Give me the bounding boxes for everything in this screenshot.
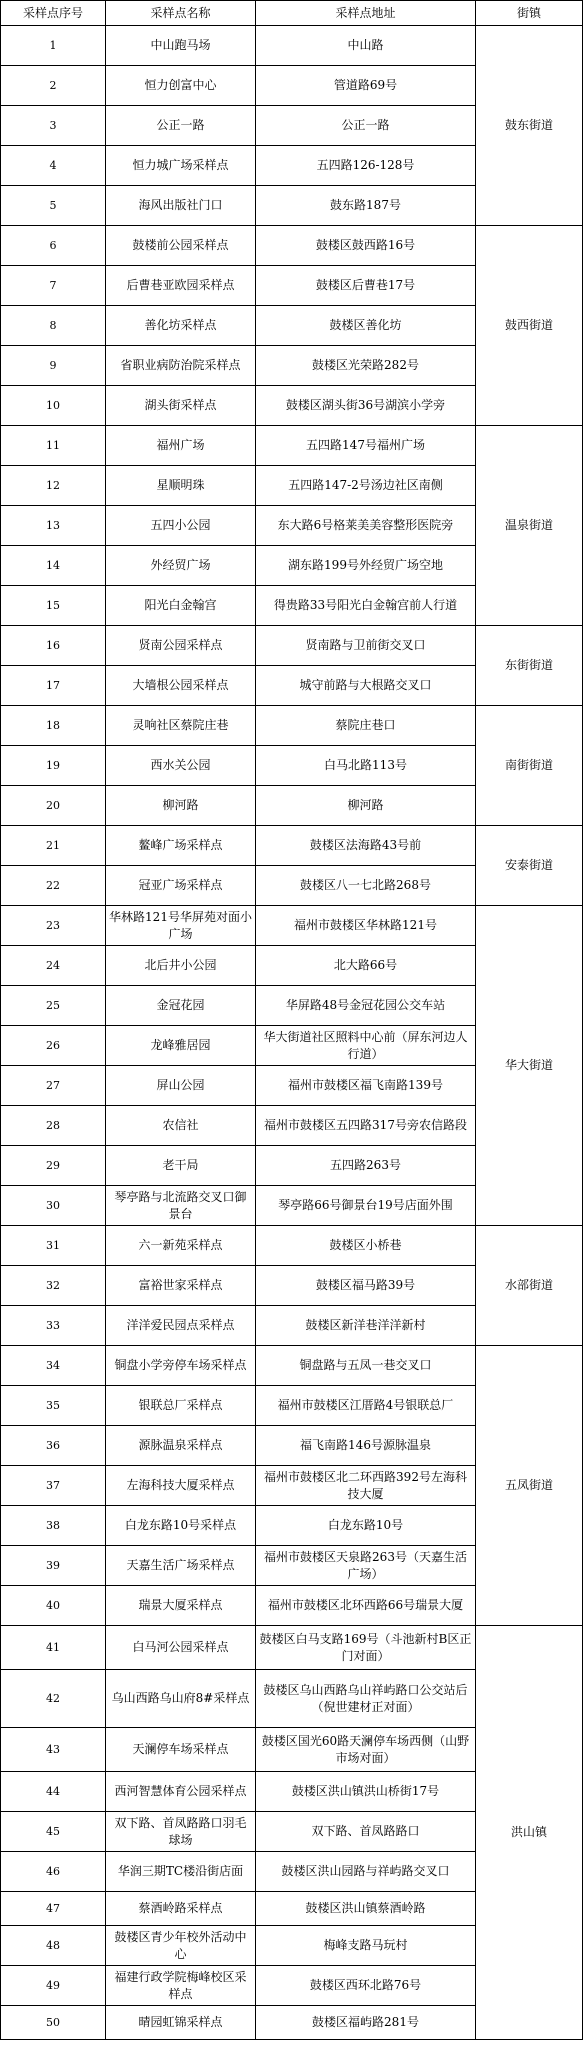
cell-name: 鼓楼前公园采样点 [106,226,256,266]
cell-address: 白龙东路10号 [256,1506,476,1546]
cell-name: 鳌峰广场采样点 [106,826,256,866]
cell-serial: 33 [1,1306,106,1346]
table-row [1,1346,583,1386]
cell-address: 鼓楼区新洋巷洋洋新村 [256,1306,476,1346]
cell-serial: 26 [1,1026,106,1066]
cell-serial: 29 [1,1146,106,1186]
cell-serial: 7 [1,266,106,306]
header-street: 街镇 [476,1,583,26]
cell-name: 金冠花园 [106,986,256,1026]
table-row [1,1226,583,1266]
cell-name: 华林路121号华屏苑对面小广场 [106,906,256,946]
cell-serial: 35 [1,1386,106,1426]
cell-name: 西水关公园 [106,746,256,786]
cell-name: 外经贸广场 [106,546,256,586]
cell-name: 星顺明珠 [106,466,256,506]
cell-serial: 47 [1,1892,106,1926]
cell-name: 屏山公园 [106,1066,256,1106]
cell-name: 六一新苑采样点 [106,1226,256,1266]
cell-name: 福州广场 [106,426,256,466]
cell-street: 水部街道 [476,1226,583,1346]
cell-name: 天澜停车场采样点 [106,1728,256,1772]
cell-name: 银联总厂采样点 [106,1386,256,1426]
cell-name: 北后井小公园 [106,946,256,986]
cell-serial: 20 [1,786,106,826]
cell-serial: 1 [1,26,106,66]
cell-serial: 36 [1,1426,106,1466]
cell-address: 鼓楼区国光60路天澜停车场西侧（山野市场对面） [256,1728,476,1772]
cell-address: 鼓楼区八一七北路268号 [256,866,476,906]
cell-address: 福州市鼓楼区五四路317号旁农信路段 [256,1106,476,1146]
cell-address: 蔡院庄巷口 [256,706,476,746]
cell-name: 灵响社区蔡院庄巷 [106,706,256,746]
cell-name: 源脉温泉采样点 [106,1426,256,1466]
cell-serial: 3 [1,106,106,146]
cell-serial: 31 [1,1226,106,1266]
cell-street: 东街街道 [476,626,583,706]
cell-name: 琴亭路与北流路交叉口御景台 [106,1186,256,1226]
cell-address: 五四路147号福州广场 [256,426,476,466]
cell-address: 贤南路与卫前街交叉口 [256,626,476,666]
cell-street: 温泉街道 [476,426,583,626]
cell-name: 铜盘小学旁停车场采样点 [106,1346,256,1386]
cell-address: 福州市鼓楼区北二环西路392号左海科技大厦 [256,1466,476,1506]
cell-serial: 50 [1,2006,106,2040]
cell-address: 北大路66号 [256,946,476,986]
cell-address: 五四路147-2号汤边社区南侧 [256,466,476,506]
table-row [1,26,583,66]
cell-address: 华大街道社区照料中心前（屏东河边人行道） [256,1026,476,1066]
cell-address: 福州市鼓楼区北环西路66号瑞景大厦 [256,1586,476,1626]
cell-name: 海风出版社门口 [106,186,256,226]
cell-address: 管道路69号 [256,66,476,106]
cell-name: 双下路、首凤路路口羽毛球场 [106,1812,256,1852]
cell-name: 贤南公园采样点 [106,626,256,666]
cell-serial: 17 [1,666,106,706]
cell-serial: 40 [1,1586,106,1626]
cell-serial: 49 [1,1966,106,2006]
cell-serial: 5 [1,186,106,226]
cell-serial: 32 [1,1266,106,1306]
table-row [1,706,583,746]
cell-serial: 42 [1,1670,106,1728]
cell-street: 洪山镇 [476,1626,583,2040]
cell-address: 鼓楼区法海路43号前 [256,826,476,866]
cell-address: 鼓楼区洪山镇洪山桥街17号 [256,1772,476,1812]
table-row [1,226,583,266]
cell-name: 乌山西路乌山府8#采样点 [106,1670,256,1728]
cell-address: 柳河路 [256,786,476,826]
cell-name: 富裕世家采样点 [106,1266,256,1306]
cell-address: 鼓楼区光荣路282号 [256,346,476,386]
cell-serial: 23 [1,906,106,946]
cell-serial: 44 [1,1772,106,1812]
cell-name: 柳河路 [106,786,256,826]
cell-address: 得贵路33号阳光白金翰宫前人行道 [256,586,476,626]
cell-address: 东大路6号格莱美美容整形医院旁 [256,506,476,546]
cell-name: 冠亚广场采样点 [106,866,256,906]
cell-serial: 24 [1,946,106,986]
cell-name: 善化坊采样点 [106,306,256,346]
cell-serial: 34 [1,1346,106,1386]
cell-name: 蔡酒岭路采样点 [106,1892,256,1926]
cell-address: 鼓楼区善化坊 [256,306,476,346]
cell-serial: 41 [1,1626,106,1670]
cell-address: 鼓楼区小桥巷 [256,1226,476,1266]
cell-serial: 13 [1,506,106,546]
cell-name: 西河智慧体育公园采样点 [106,1772,256,1812]
cell-address: 鼓楼区洪山园路与祥屿路交叉口 [256,1852,476,1892]
cell-name: 省职业病防治院采样点 [106,346,256,386]
cell-address: 鼓东路187号 [256,186,476,226]
cell-address: 福州市鼓楼区江厝路4号银联总厂 [256,1386,476,1426]
cell-address: 福州市鼓楼区华林路121号 [256,906,476,946]
cell-serial: 14 [1,546,106,586]
cell-street: 华大街道 [476,906,583,1226]
cell-address: 福飞南路146号源脉温泉 [256,1426,476,1466]
cell-address: 福州市鼓楼区天泉路263号（天嘉生活广场） [256,1546,476,1586]
cell-address: 鼓楼区洪山镇蔡酒岭路 [256,1892,476,1926]
cell-address: 中山路 [256,26,476,66]
cell-street: 鼓东街道 [476,26,583,226]
cell-serial: 4 [1,146,106,186]
cell-serial: 8 [1,306,106,346]
cell-address: 鼓楼区白马支路169号（斗池新村B区正门对面） [256,1626,476,1670]
cell-address: 鼓楼区福马路39号 [256,1266,476,1306]
cell-serial: 48 [1,1926,106,1966]
cell-address: 白马北路113号 [256,746,476,786]
cell-name: 龙峰雅居园 [106,1026,256,1066]
cell-address: 湖东路199号外经贸广场空地 [256,546,476,586]
cell-address: 铜盘路与五凤一巷交叉口 [256,1346,476,1386]
cell-serial: 11 [1,426,106,466]
cell-name: 中山跑马场 [106,26,256,66]
cell-name: 五四小公园 [106,506,256,546]
table-row [1,826,583,866]
cell-name: 湖头街采样点 [106,386,256,426]
cell-address: 鼓楼区福屿路281号 [256,2006,476,2040]
cell-address: 华屏路48号金冠花园公交车站 [256,986,476,1026]
cell-serial: 43 [1,1728,106,1772]
cell-serial: 6 [1,226,106,266]
cell-serial: 21 [1,826,106,866]
cell-serial: 2 [1,66,106,106]
cell-address: 福州市鼓楼区福飞南路139号 [256,1066,476,1106]
cell-serial: 28 [1,1106,106,1146]
cell-street: 安泰街道 [476,826,583,906]
cell-address: 五四路126-128号 [256,146,476,186]
cell-address: 城守前路与大根路交叉口 [256,666,476,706]
cell-name: 恒力城广场采样点 [106,146,256,186]
cell-street: 鼓西街道 [476,226,583,426]
cell-address: 鼓楼区乌山西路乌山祥屿路口公交站后（倪世建材正对面） [256,1670,476,1728]
cell-address: 梅峰支路马玩村 [256,1926,476,1966]
cell-name: 福建行政学院梅峰校区采样点 [106,1966,256,2006]
cell-street: 五凤街道 [476,1346,583,1626]
cell-name: 晴园虹锦采样点 [106,2006,256,2040]
cell-name: 鼓楼区青少年校外活动中心 [106,1926,256,1966]
cell-name: 农信社 [106,1106,256,1146]
cell-serial: 16 [1,626,106,666]
cell-serial: 27 [1,1066,106,1106]
header-name: 采样点名称 [106,1,256,26]
cell-address: 琴亭路66号御景台19号店面外围 [256,1186,476,1226]
cell-serial: 39 [1,1546,106,1586]
cell-serial: 30 [1,1186,106,1226]
cell-serial: 9 [1,346,106,386]
cell-name: 老干局 [106,1146,256,1186]
cell-address: 双下路、首凤路路口 [256,1812,476,1852]
table-row [1,906,583,946]
cell-name: 白龙东路10号采样点 [106,1506,256,1546]
cell-name: 公正一路 [106,106,256,146]
table-row [1,626,583,666]
cell-serial: 10 [1,386,106,426]
cell-name: 大墙根公园采样点 [106,666,256,706]
cell-serial: 37 [1,1466,106,1506]
cell-address: 鼓楼区西环北路76号 [256,1966,476,2006]
cell-serial: 38 [1,1506,106,1546]
table-row [1,1626,583,1670]
cell-serial: 22 [1,866,106,906]
cell-serial: 25 [1,986,106,1026]
cell-name: 左海科技大厦采样点 [106,1466,256,1506]
cell-street: 南街街道 [476,706,583,826]
cell-name: 瑞景大厦采样点 [106,1586,256,1626]
cell-serial: 46 [1,1852,106,1892]
cell-address: 鼓楼区后曹巷17号 [256,266,476,306]
cell-address: 鼓楼区鼓西路16号 [256,226,476,266]
header-address: 采样点地址 [256,1,476,26]
cell-serial: 19 [1,746,106,786]
cell-name: 恒力创富中心 [106,66,256,106]
table-header-row [1,1,583,26]
header-serial: 采样点序号 [1,1,106,26]
cell-address: 五四路263号 [256,1146,476,1186]
cell-name: 阳光白金翰宫 [106,586,256,626]
cell-name: 白马河公园采样点 [106,1626,256,1670]
cell-name: 天嘉生活广场采样点 [106,1546,256,1586]
cell-serial: 15 [1,586,106,626]
table-row [1,426,583,466]
cell-name: 洋洋爱民园点采样点 [106,1306,256,1346]
cell-serial: 18 [1,706,106,746]
cell-serial: 45 [1,1812,106,1852]
cell-name: 华润三期TC楼沿街店面 [106,1852,256,1892]
cell-address: 鼓楼区湖头街36号湖滨小学旁 [256,386,476,426]
cell-serial: 12 [1,466,106,506]
cell-name: 后曹巷亚欧园采样点 [106,266,256,306]
cell-address: 公正一路 [256,106,476,146]
